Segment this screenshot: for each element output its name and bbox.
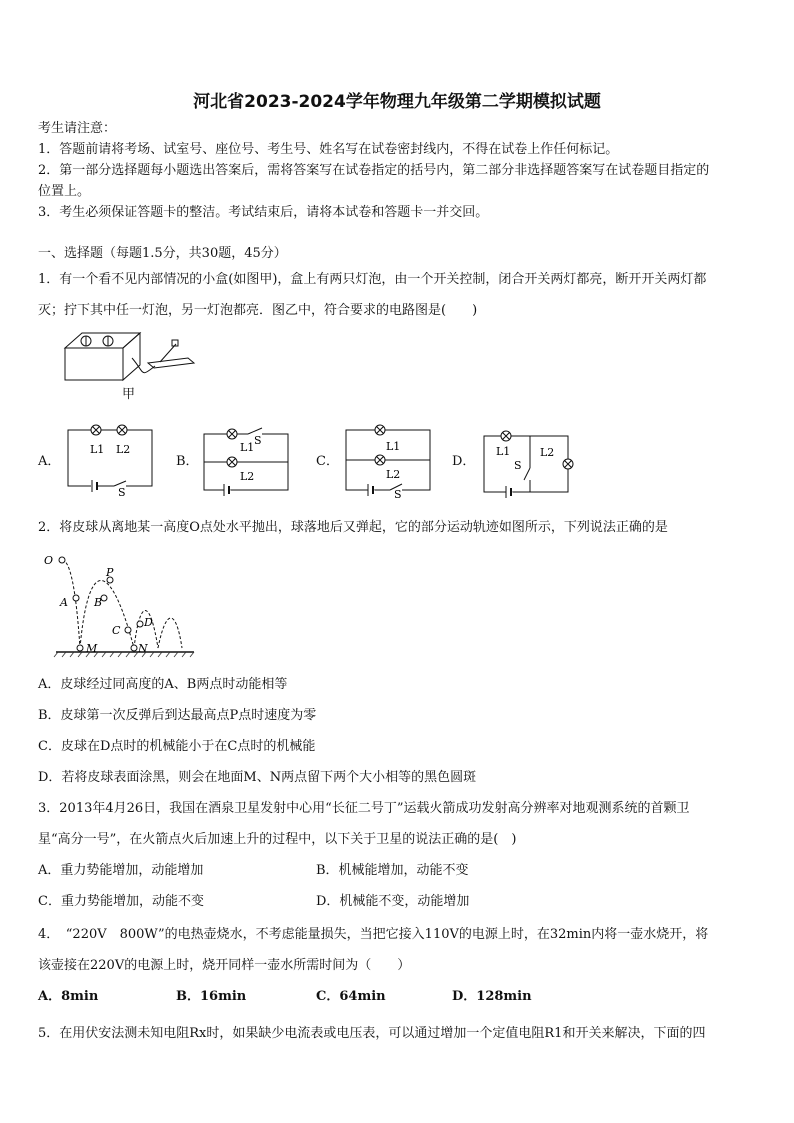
q1-option-c-label: C． <box>316 454 339 469</box>
q2-point-a: A <box>60 596 68 609</box>
q1-option-a-label: A． <box>38 454 61 469</box>
notice-item-1: 1．答题前请将考场、试室号、座位号、考生号、姓名写在试卷密封线内，不得在试卷上作任何标记。 <box>38 142 619 157</box>
notice-item-2: 2．第一部分选择题每小题选出答案后，需将答案写在试卷指定的括号内，第二部分非选择题答案写在试卷题目指定的 <box>38 163 710 178</box>
notice-item-2-cont: 位置上。 <box>38 184 91 199</box>
q2-point-c: C <box>112 624 121 637</box>
q1c-l2: L2 <box>386 468 401 481</box>
q1a-l2: L2 <box>116 443 131 456</box>
q2-point-m: M <box>86 642 98 655</box>
q2-trajectory-figure <box>40 548 200 658</box>
q4-line1: 4． “220V 800W”的电热壶烧水，不考虑能量损失，当把它接入110V的电源上时，在32min内将一壶水烧开，将 <box>38 927 709 942</box>
page-title: 河北省2023-2024学年物理九年级第二学期模拟试题 <box>193 92 601 112</box>
q1-circuit-c <box>342 422 434 498</box>
q2-option-b: B．皮球第一次反弹后到达最高点P点时速度为零 <box>38 708 317 723</box>
q1a-l1: L1 <box>90 443 105 456</box>
q1-line2: 灭；拧下其中任一灯泡，另一灯泡都亮．图乙中，符合要求的电路图是( ) <box>38 303 478 318</box>
q1d-l2: L2 <box>540 446 555 459</box>
q2-stem: 2．将皮球从离地某一高度O点处水平抛出，球落地后又弹起，它的部分运动轨迹如图所示，下列说法正确的是 <box>38 520 668 535</box>
q1-option-d-label: D． <box>452 454 476 469</box>
q2-point-b: B <box>94 596 103 609</box>
q2-option-d: D．若将皮球表面涂黑，则会在地面M、N两点留下两个大小相等的黑色圆斑 <box>38 770 477 785</box>
q2-option-c: C．皮球在D点时的机械能小于在C点时的机械能 <box>38 739 316 754</box>
q2-point-n: N <box>138 642 148 655</box>
q1b-s: S <box>254 434 262 447</box>
q1b-l2: L2 <box>240 470 255 483</box>
q1-line1: 1．有一个看不见内部情况的小盒(如图甲)，盒上有两只灯泡，由一个开关控制，闭合开关两灯都亮，断开开关两灯都 <box>38 272 707 287</box>
q1b-l1: L1 <box>240 441 255 454</box>
q1c-s: S <box>394 488 402 498</box>
q3-option-d: D．机械能不变，动能增加 <box>316 894 470 909</box>
q1-circuit-d <box>480 424 576 500</box>
q1c-l1: L1 <box>386 440 401 453</box>
q3-line1: 3．2013年4月26日，我国在酒泉卫星发射中心用“长征二号丁”运载火箭成功发射高分辨率对地观测系统的首颗卫 <box>38 801 690 816</box>
q4-line2: 该壶接在220V的电源上时，烧开同样一壶水所需时间为（ ） <box>38 958 411 973</box>
section-heading: 一、选择题（每题1.5分，共30题，45分） <box>38 246 287 261</box>
q1-circuit-a <box>66 422 154 496</box>
notice-heading: 考生请注意： <box>38 121 117 136</box>
q1-option-b-label: B． <box>176 454 199 469</box>
q4-option-a: A．8min <box>38 989 99 1004</box>
q4-option-b: B．16min <box>176 989 247 1004</box>
q4-option-d: D．128min <box>452 989 532 1004</box>
q3-option-c: C．重力势能增加，动能不变 <box>38 894 204 909</box>
q2-option-a: A．皮球经过同高度的A、B两点时动能相等 <box>38 677 288 692</box>
q1-figure-label: 甲 <box>122 387 136 402</box>
q1d-l1: L1 <box>496 445 511 458</box>
q1-circuit-b <box>200 422 292 496</box>
q2-point-o: O <box>44 554 54 567</box>
q5-line1: 5．在用伏安法测未知电阻Rx时，如果缺少电流表或电压表，可以通过增加一个定值电阻R1和开关来解决，下面的四 <box>38 1026 706 1041</box>
q2-point-p: P <box>106 566 114 579</box>
q2-point-d: D <box>144 616 153 629</box>
notice-item-3: 3．考生必须保证答题卡的整洁。考试结束后，请将本试卷和答题卡一并交回。 <box>38 205 489 220</box>
q3-option-b: B．机械能增加，动能不变 <box>316 863 469 878</box>
q3-line2: 星“高分一号”，在火箭点火后加速上升的过程中，以下关于卫星的说法正确的是( ) <box>38 832 517 847</box>
q1d-s: S <box>514 459 522 472</box>
q3-option-a: A．重力势能增加，动能增加 <box>38 863 204 878</box>
q4-option-c: C．64min <box>316 989 386 1004</box>
q1a-s: S <box>118 486 126 496</box>
